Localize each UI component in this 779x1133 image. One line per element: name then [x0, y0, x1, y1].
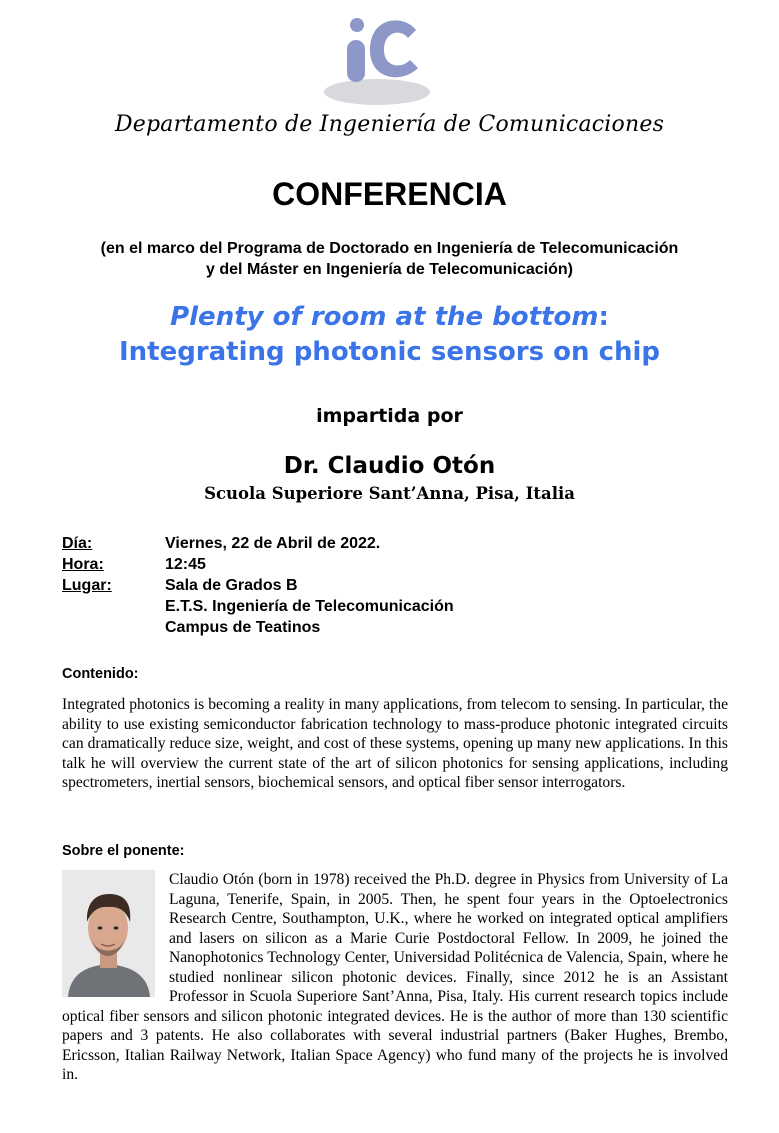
day-row	[62, 533, 722, 554]
logo-i-stem	[347, 40, 365, 82]
time-label: Hora:	[62, 556, 104, 573]
event-context	[0, 238, 779, 280]
talk-title	[0, 300, 779, 370]
event-type: CONFERENCIA	[272, 176, 507, 212]
content-heading: Contenido:	[62, 666, 139, 682]
bio-text: Claudio Otón (born in 1978) received the Ph.D. degree in Physics from University of La Laguna, Tenerife, Spain, in 2005. Then, he spent four years in the Optoelectronics Research Centre, Southampton, U.K., where he worked on integrated optical amplifiers and lasers on silicon as a Marie Curie Postdoctoral Fellow. In 2009, he joined the Nanophotonics Technology Center, Universidad Politécnica de Valencia, Spain, where he studied nonlinear silicon photonic devices. Finally, since 2012 he is an Assistant Professor in Scuola Superiore Sant’Anna, Pisa, Italy. His current research topics include optical fiber sensors and silicon photonic integrated devices. He is the author of more than 130 scientific papers and 3 patents. He also collaborates with several industrial partners (Baker Hughes, Brembo, Ericsson, Italian Railway Network, Italian Space Agency) who fund many of the projects he is involved in.	[62, 871, 728, 1083]
context-line-1: (en el marco del Programa de Doctorado en Ingeniería de Telecomunicación	[100, 240, 679, 257]
place-line-3: Campus de Teatinos	[165, 619, 321, 636]
department-name: Departamento de Ingeniería de Comunicaciones	[114, 112, 665, 137]
given-by: impartida por	[316, 405, 463, 427]
time-value: 12:45	[165, 556, 206, 573]
logo-c-shape	[370, 20, 418, 77]
time-row	[62, 554, 722, 575]
talk-title-part2: Integrating photonic sensors on chip	[118, 337, 661, 367]
place-row	[62, 575, 722, 638]
ic-logo	[320, 8, 430, 108]
bio-heading: Sobre el ponente:	[62, 843, 185, 859]
speaker-photo	[62, 870, 155, 997]
logo-i-dot	[350, 18, 364, 32]
day-label: Día:	[62, 535, 93, 552]
talk-title-colon: :	[598, 302, 609, 332]
place-value	[165, 575, 722, 638]
speaker-name: Dr. Claudio Otón	[283, 453, 496, 479]
speaker-affiliation: Scuola Superiore Sant’Anna, Pisa, Italia	[204, 484, 575, 503]
speaker-bio	[62, 870, 728, 1085]
context-line-2: y del Máster en Ingeniería de Telecomunicación)	[206, 261, 573, 278]
place-line-2: E.T.S. Ingeniería de Telecomunicación	[165, 598, 454, 615]
place-line-1: Sala de Grados B	[165, 577, 298, 594]
talk-title-part1: Plenty of room at the bottom	[170, 302, 599, 332]
logo-text: iC	[320, 8, 321, 9]
content-text: Integrated photonics is becoming a reality in many applications, from telecom to sensing. In particular, the ability to use existing semiconductor fabrication technology to mass-produce photonic integrated circuits can dramatically reduce size, weight, and cost of these systems, opening up many new applications. In this talk he will overview the current state of the art of silicon photonics for sensing applications, including spectrometers, inertial sensors, biochemical sensors, and optical fiber sensor interrogators.	[62, 696, 728, 791]
day-value: Viernes, 22 de Abril de 2022.	[165, 535, 381, 552]
logo-shadow-ellipse	[324, 79, 430, 105]
event-details	[62, 533, 722, 638]
place-label: Lugar:	[62, 577, 112, 594]
